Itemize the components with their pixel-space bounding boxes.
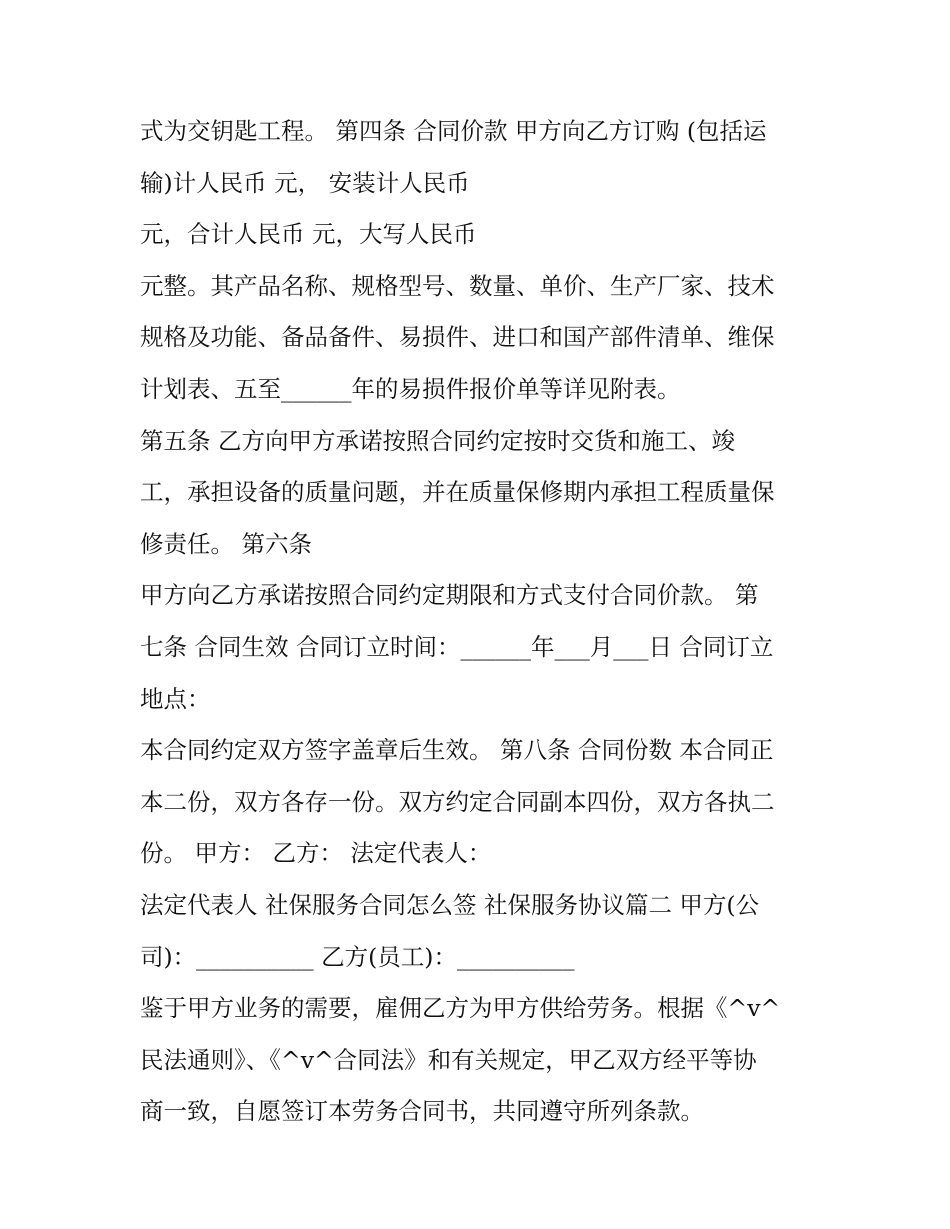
text-line: 鉴于甲方业务的需要，雇佣乙方为甲方供给劳务。根据《^v^ (140, 994, 781, 1023)
text-line: 式为交钥匙工程。 第四条 合同价款 甲方向乙方订购 (包括运 (140, 117, 767, 145)
text-line: 修责任。 第六条 (140, 529, 312, 558)
text-line: 元，合计人民币 元，大写人民币 (140, 220, 477, 249)
text-line: 甲方向乙方承诺按照合同约定期限和方式支付合同价款。 第 (140, 581, 759, 610)
text-line: 本二份，双方各存一份。双方约定合同副本四份，双方各执二 (140, 787, 775, 816)
text-line: 份。 甲方： 乙方： 法定代表人： (140, 839, 492, 868)
text-line: 规格及功能、备品备件、易损件、进口和国产部件清单、维保 (140, 323, 775, 352)
text-line: 法定代表人 社保服务合同怎么签 社保服务协议篇二 甲方(公 (140, 890, 760, 919)
text-line: 商一致，自愿签订本劳务合同书，共同遵守所列条款。 (140, 1097, 704, 1126)
document-body (140, 106, 830, 1138)
text-line: 地点： (140, 684, 211, 713)
text-line: 司)：__________ 乙方(员工)：__________ (140, 942, 575, 971)
text-line: 七条 合同生效 合同订立时间：______年___月___日 合同订立 (140, 632, 774, 661)
text-line: 输)计人民币 元， 安装计人民币 (140, 168, 470, 197)
text-line: 本合同约定双方签字盖章后生效。 第八条 合同份数 本合同正 (140, 736, 774, 765)
text-line: 工，承担设备的质量问题，并在质量保修期内承担工程质量保 (140, 478, 775, 507)
text-line: 民法通则》、《^v^合同法》和有关规定，甲乙双方经平等协 (140, 1045, 757, 1074)
text-line: 第五条 乙方向甲方承诺按照合同约定按时交货和施工、竣 (140, 426, 735, 455)
text-line: 计划表、五至______年的易损件报价单等详见附表。 (140, 374, 681, 403)
text-line: 元整。其产品名称、规格型号、数量、单价、生产厂家、技术 (140, 271, 775, 300)
